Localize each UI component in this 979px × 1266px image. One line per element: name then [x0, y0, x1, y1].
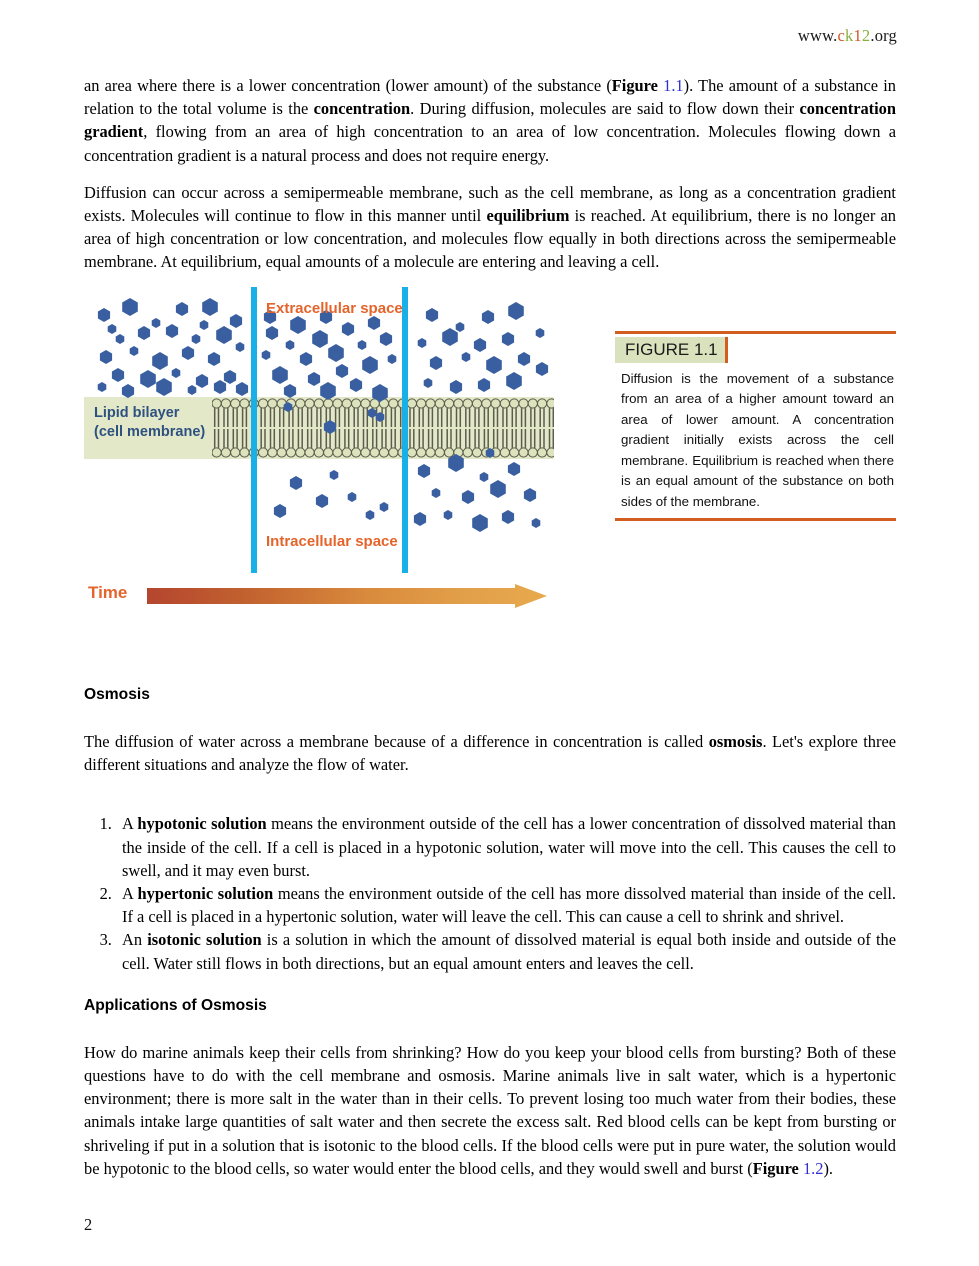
- caption-header: [615, 337, 896, 364]
- diffusion-diagram: [84, 287, 554, 612]
- molecule-group-right-top: [418, 302, 548, 394]
- time-label: Time: [88, 583, 128, 602]
- lipid-bilayer-label: [94, 404, 244, 442]
- applications-figure-word: Figure: [752, 1158, 799, 1178]
- term-osmosis: osmosis: [708, 732, 763, 751]
- intro-text-block: [84, 74, 896, 288]
- lipid-bilayer-label-line2: (cell membrane): [94, 424, 206, 440]
- time-arrow-row: [84, 577, 554, 615]
- spacer: [84, 790, 896, 812]
- term-equilibrium: equilibrium: [486, 206, 570, 226]
- term-hypotonic-solution: hypotonic solution: [137, 814, 267, 834]
- heading-applications-of-osmosis: Applications of Osmosis: [84, 996, 267, 1014]
- p1-segment-d: , flowing from an area of high concentration to an area of low concentration. Molecules flowing down a concentration gradient is a natural process and does not require energy.: [84, 122, 896, 165]
- list-item-1-pre: A: [122, 814, 138, 834]
- extracellular-space-label: Extracellular space: [266, 300, 403, 317]
- url-part-k: k: [845, 26, 854, 45]
- heading-osmosis: Osmosis: [84, 686, 150, 703]
- molecule-group-right-bottom: [414, 448, 540, 532]
- list-item: [116, 812, 896, 882]
- paragraph-diffusion-definition: [84, 74, 896, 167]
- applications-segment-a: How do marine animals keep their cells from shrinking? How do you keep your blood cells from bursting? Both of these questions have to do with the cell membrane and osmosis. Marine animals live in salt water, which is a hypertonic environment; there is more salt in the water than in their cells. To prevent losing too much water from their bodies, these animals intake large quantities of salt water and then secrete the excess salt. Red blood cells can be kept from bursting or shriveling if put in a solution that is isotonic to the blood cells. If the blood cells were put in pure water, the solution would be hypotonic to the blood cells, so water would enter the blood cells, and they would swell and burst (: [84, 1042, 896, 1178]
- url-part-www: www.: [797, 26, 838, 45]
- p2-segment-b: is reached. At equilibrium, there is no longer an area of high concentration or low concentration, and molecules flow equally in both directions across the semipermeable membrane. At equilibrium, equal amounts of a molecule are entering and leaving a cell.: [84, 206, 897, 272]
- p1-segment-a: an area where there is a lower concentration (lower amount) of the substance (: [84, 76, 612, 95]
- lipid-bilayer-label-line1: Lipid bilayer: [94, 405, 180, 421]
- osmosis-segment-b: . Let's explore three different situations and analyze the flow of water.: [84, 732, 896, 775]
- url-part-1: 1: [853, 26, 862, 45]
- site-url-header: [798, 26, 897, 46]
- list-item-1-post: means the environment outside of the cell has a lower concentration of dissolved material than the inside of the cell. If a cell is placed in a hypotonic solution, water will move into the cell. This causes the cell to swell, and it may even burst.: [122, 814, 897, 880]
- caption-top-rule: [615, 331, 896, 334]
- figure-1-1-link[interactable]: 1.1: [663, 76, 684, 95]
- term-isotonic-solution: isotonic solution: [147, 930, 262, 950]
- p1-figure-word: Figure: [611, 76, 658, 95]
- lower-content: [84, 686, 896, 1194]
- intracellular-space-label: Intracellular space: [266, 533, 398, 550]
- list-item-2-pre: A: [122, 884, 138, 904]
- divider-line-2: [402, 287, 408, 573]
- caption-accent-bar: [725, 337, 729, 363]
- molecule-group-in-membrane: [284, 402, 385, 434]
- spacer: [84, 975, 896, 997]
- paragraph-applications: [84, 1041, 896, 1180]
- list-item-3-post: is a solution in which the amount of dissolved material is equal both inside and outside of the cell. Water still flows in both directions, but an equal amount enters and leaves the cell.: [122, 930, 896, 973]
- paragraph-osmosis-intro: [84, 730, 896, 776]
- time-arrow-icon: [147, 584, 547, 608]
- term-concentration: concentration: [313, 99, 411, 119]
- list-item: [116, 928, 896, 974]
- molecule-group-middle-top: [262, 310, 397, 402]
- term-concentration-gradient: concentration gradient: [84, 99, 896, 142]
- page-number: 2: [84, 1215, 93, 1234]
- caption-text: Diffusion is the movement of a substance from an area of a higher amount toward an area of lower amount. A concentration gradient initially exists across the cell membrane. Equilibrium is reached when there is an equal amount of the substance on both sides of the membrane.: [621, 370, 894, 509]
- solution-types-list: [84, 812, 896, 974]
- url-part-c: c: [837, 26, 846, 45]
- p1-segment-c: . During diffusion, molecules are said to flow down their: [410, 99, 800, 119]
- applications-segment-b: ).: [823, 1158, 833, 1178]
- molecule-group-left: [98, 298, 248, 398]
- p1-segment-b: ). The amount of a substance in relation to the total volume is the: [84, 76, 896, 119]
- figure-caption-box: [615, 331, 896, 521]
- url-part-org: .org: [870, 26, 897, 45]
- list-item-3-pre: An: [122, 930, 148, 950]
- molecule-group-middle-bottom: [274, 470, 388, 520]
- figure-1-1-block: [84, 287, 896, 617]
- divider-line-1: [251, 287, 257, 573]
- caption-bottom-rule: [615, 518, 896, 521]
- url-part-2: 2: [861, 26, 871, 45]
- paragraph-equilibrium: [84, 181, 896, 274]
- p2-segment-a: Diffusion can occur across a semipermeable membrane, such as the cell membrane, as long as a concentration gradient exists. Molecules will continue to flow in this manner until: [84, 182, 896, 226]
- figure-1-2-link[interactable]: 1.2: [802, 1158, 824, 1178]
- list-item-2-post: means the environment outside of the cell has more dissolved material than inside of the cell. If a cell is placed in a hypertonic solution, water will leave the cell. This can cause a cell to shrink and shrivel.: [122, 884, 897, 927]
- term-hypertonic-solution: hypertonic solution: [137, 884, 274, 904]
- osmosis-segment-a: The diffusion of water across a membrane because of a difference in concentration is called: [84, 732, 709, 751]
- figure-number-tag: FIGURE 1.1: [615, 337, 725, 363]
- list-item: [116, 882, 896, 928]
